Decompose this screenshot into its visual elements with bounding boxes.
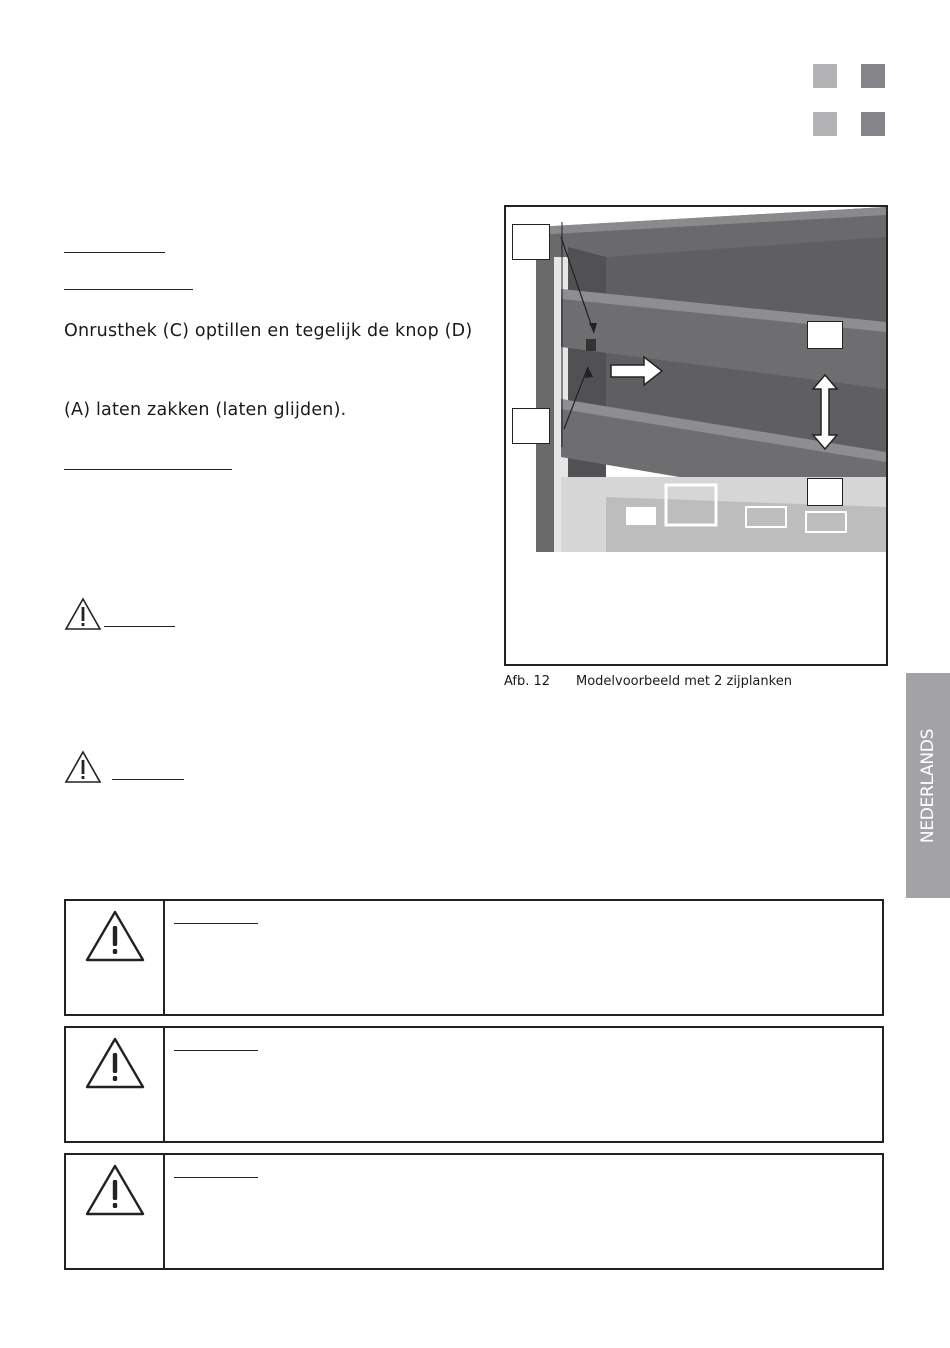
warning-box-3	[64, 1153, 884, 1270]
warning-box-2	[64, 1026, 884, 1143]
warning-box-heading-line	[174, 1177, 258, 1178]
heading-underline-2	[64, 289, 193, 290]
warning-box-heading-line	[174, 1050, 258, 1051]
label-box-a	[512, 224, 550, 260]
figure-caption	[504, 674, 792, 689]
warning-box-heading-line	[174, 923, 258, 924]
label-box-c	[807, 321, 843, 349]
corner-square-3	[813, 112, 837, 136]
language-side-tab-label: NEDERLANDS	[918, 728, 938, 843]
label-box-b	[512, 408, 550, 444]
warning-box-icon-cell	[66, 1028, 165, 1141]
corner-square-1	[813, 64, 837, 88]
heading-underline-3	[64, 469, 232, 470]
instruction-paragraph-2: (A) laten zakken (laten glijden).	[64, 400, 347, 420]
warning-underline-2	[112, 779, 184, 780]
figure-frame	[504, 205, 888, 666]
warning-triangle-icon	[64, 597, 102, 631]
warning-underline-1	[104, 626, 175, 627]
figure-caption-number: Afb. 12	[504, 674, 551, 689]
instruction-paragraph-1: Onrusthek (C) optillen en tegelijk de knop (D)	[64, 321, 473, 341]
warning-triangle-icon	[84, 909, 146, 963]
language-side-tab	[906, 673, 950, 898]
warning-box-1	[64, 899, 884, 1016]
warning-triangle-icon	[84, 1036, 146, 1090]
corner-square-2	[861, 64, 885, 88]
warning-box-icon-cell	[66, 1155, 165, 1268]
warning-triangle-icon	[84, 1163, 146, 1217]
warning-triangle-icon	[64, 750, 102, 784]
corner-square-4	[861, 112, 885, 136]
heading-underline-1	[64, 252, 165, 253]
figure-caption-text: Modelvoorbeeld met 2 zijplanken	[576, 674, 792, 689]
label-box-d	[807, 478, 843, 506]
warning-box-icon-cell	[66, 901, 165, 1014]
